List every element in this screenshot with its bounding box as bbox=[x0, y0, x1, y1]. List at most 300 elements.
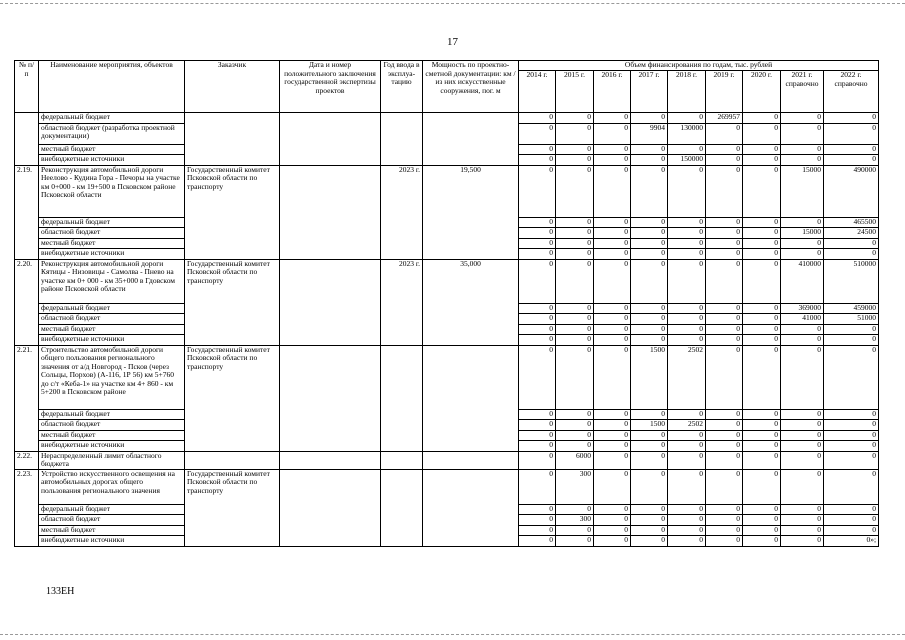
value-cell: 0 bbox=[743, 420, 781, 431]
value-cell: 0 bbox=[519, 324, 556, 335]
value-cell: 0 bbox=[594, 451, 631, 469]
value-cell: 0 bbox=[743, 217, 781, 228]
value-cell: 0 bbox=[706, 217, 743, 228]
value-cell: 0 bbox=[781, 451, 824, 469]
value-cell: 0 bbox=[594, 525, 631, 536]
item-year: 2023 г. bbox=[381, 165, 423, 259]
value-cell: 0 bbox=[556, 217, 594, 228]
value-cell: 0 bbox=[519, 155, 556, 166]
source-label: внебюджетные источники bbox=[39, 249, 185, 260]
value-cell: 0 bbox=[519, 303, 556, 314]
header-funding: Объем финансирования по годам, тыс. рублей bbox=[519, 61, 879, 71]
value-cell: 0 bbox=[556, 504, 594, 515]
value-cell: 0 bbox=[519, 123, 556, 144]
value-cell: 0 bbox=[594, 165, 631, 217]
value-cell: 0 bbox=[824, 249, 879, 260]
item-number: 2.20. bbox=[15, 259, 39, 345]
value-cell: 0 bbox=[706, 441, 743, 452]
value-cell: 0 bbox=[668, 238, 706, 249]
table-header bbox=[15, 61, 879, 113]
value-cell: 0 bbox=[668, 409, 706, 420]
value-cell: 0 bbox=[706, 504, 743, 515]
item-number: 2.22. bbox=[15, 451, 39, 469]
value-cell: 0 bbox=[519, 515, 556, 526]
value-cell: 0 bbox=[556, 165, 594, 217]
page-edge-bottom bbox=[0, 634, 905, 635]
value-cell: 0 bbox=[743, 144, 781, 155]
value-cell: 0 bbox=[631, 430, 668, 441]
value-cell: 0 bbox=[556, 155, 594, 166]
item-capacity bbox=[423, 469, 519, 546]
value-cell: 269957 bbox=[706, 113, 743, 124]
value-cell: 0 bbox=[743, 469, 781, 504]
value-cell: 0 bbox=[781, 144, 824, 155]
value-cell: 0 bbox=[556, 441, 594, 452]
value-cell: 0 bbox=[781, 409, 824, 420]
value-cell: 0 bbox=[556, 430, 594, 441]
page-edge-top bbox=[0, 3, 905, 4]
value-cell: 300 bbox=[556, 469, 594, 504]
value-cell: 0 bbox=[594, 409, 631, 420]
value-cell: 0 bbox=[631, 303, 668, 314]
value-cell: 0 bbox=[781, 430, 824, 441]
value-cell: 0 bbox=[631, 515, 668, 526]
value-cell: 0 bbox=[706, 303, 743, 314]
value-cell: 0 bbox=[743, 451, 781, 469]
value-cell: 0 bbox=[706, 469, 743, 504]
value-cell: 0 bbox=[631, 259, 668, 303]
table-row bbox=[15, 165, 879, 217]
source-label: областной бюджет bbox=[39, 228, 185, 239]
value-cell: 0 bbox=[743, 165, 781, 217]
financing-table bbox=[14, 60, 879, 547]
item-expertise bbox=[280, 469, 381, 546]
table-row bbox=[15, 259, 879, 303]
value-cell: 0 bbox=[519, 249, 556, 260]
value-cell: 41000 bbox=[781, 314, 824, 325]
header-year-col: 2015 г. bbox=[556, 71, 594, 113]
value-cell: 0 bbox=[743, 155, 781, 166]
header-year-col: 2021 г. справочно bbox=[781, 71, 824, 113]
value-cell: 0 bbox=[631, 228, 668, 239]
value-cell: 0 bbox=[631, 217, 668, 228]
header-name: Наименование мероприятия, объектов bbox=[39, 61, 185, 113]
header-capacity: Мощность по проектно-сметной документации: км / из них искусственные сооружения, пог. м bbox=[423, 61, 519, 113]
value-cell: 0 bbox=[668, 536, 706, 547]
header-year-col: 2017 г. bbox=[631, 71, 668, 113]
value-cell: 0 bbox=[519, 165, 556, 217]
value-cell: 0 bbox=[556, 409, 594, 420]
item-customer bbox=[185, 451, 280, 469]
value-cell: 0 bbox=[519, 504, 556, 515]
item-expertise bbox=[280, 113, 381, 166]
item-capacity bbox=[423, 345, 519, 451]
value-cell: 0 bbox=[743, 345, 781, 409]
source-label: внебюджетные источники bbox=[39, 441, 185, 452]
item-capacity bbox=[423, 451, 519, 469]
value-cell: 0 bbox=[594, 123, 631, 144]
value-cell: 0 bbox=[556, 420, 594, 431]
page-number: 17 bbox=[447, 36, 458, 48]
value-cell: 0 bbox=[668, 441, 706, 452]
value-cell: 0 bbox=[594, 504, 631, 515]
value-cell: 0 bbox=[743, 314, 781, 325]
value-cell: 0 bbox=[824, 451, 879, 469]
value-cell: 0 bbox=[556, 324, 594, 335]
value-cell: 0 bbox=[631, 155, 668, 166]
value-cell: 0 bbox=[781, 536, 824, 547]
table-body bbox=[15, 113, 879, 547]
value-cell: 0 bbox=[668, 228, 706, 239]
value-cell: 0 bbox=[706, 123, 743, 144]
value-cell: 0 bbox=[631, 113, 668, 124]
value-cell: 0 bbox=[824, 441, 879, 452]
value-cell: 0 bbox=[743, 536, 781, 547]
value-cell: 0 bbox=[743, 259, 781, 303]
value-cell: 0 bbox=[781, 324, 824, 335]
value-cell: 0 bbox=[631, 238, 668, 249]
header-year-col: 2018 г. bbox=[668, 71, 706, 113]
value-cell: 0 bbox=[743, 430, 781, 441]
value-cell: 0 bbox=[668, 259, 706, 303]
value-cell: 490000 bbox=[824, 165, 879, 217]
value-cell: 0 bbox=[824, 123, 879, 144]
value-cell: 0 bbox=[594, 217, 631, 228]
value-cell: 130000 bbox=[668, 123, 706, 144]
value-cell: 0 bbox=[594, 144, 631, 155]
value-cell: 0 bbox=[781, 515, 824, 526]
value-cell: 0 bbox=[594, 303, 631, 314]
item-expertise bbox=[280, 165, 381, 259]
source-label: внебюджетные источники bbox=[39, 335, 185, 346]
value-cell: 0 bbox=[631, 441, 668, 452]
item-number: 2.23. bbox=[15, 469, 39, 546]
source-label: местный бюджет bbox=[39, 144, 185, 155]
value-cell: 0 bbox=[594, 238, 631, 249]
value-cell: 0 bbox=[781, 345, 824, 409]
source-label: областной бюджет bbox=[39, 420, 185, 431]
value-cell: 0 bbox=[706, 420, 743, 431]
value-cell: 0 bbox=[668, 451, 706, 469]
value-cell: 0 bbox=[631, 409, 668, 420]
source-label: местный бюджет bbox=[39, 525, 185, 536]
value-cell: 15000 bbox=[781, 165, 824, 217]
item-name: Строительство автомобильной дороги общего пользования регионального значения от а/д Новгород - Псков (через Сольцы, Порхов) (А-116, 1Р 56) км 5+760 до с/т «Кеба-1» на участке км 4+ 860 - км 5+200 в Псковском районе bbox=[39, 345, 185, 409]
value-cell: 2502 bbox=[668, 345, 706, 409]
value-cell: 0 bbox=[824, 345, 879, 409]
value-cell: 0 bbox=[706, 165, 743, 217]
value-cell: 0 bbox=[519, 469, 556, 504]
value-cell: 0 bbox=[781, 249, 824, 260]
value-cell: 0 bbox=[556, 228, 594, 239]
value-cell: 0 bbox=[668, 504, 706, 515]
source-label: федеральный бюджет bbox=[39, 217, 185, 228]
value-cell: 0 bbox=[556, 238, 594, 249]
value-cell: 0 bbox=[668, 430, 706, 441]
value-cell: 0 bbox=[519, 259, 556, 303]
value-cell: 0 bbox=[594, 430, 631, 441]
value-cell: 0 bbox=[743, 324, 781, 335]
value-cell: 0 bbox=[556, 259, 594, 303]
value-cell: 0 bbox=[706, 144, 743, 155]
value-cell: 0 bbox=[781, 123, 824, 144]
value-cell: 465500 bbox=[824, 217, 879, 228]
value-cell: 0 bbox=[631, 536, 668, 547]
table-row bbox=[15, 113, 879, 124]
value-cell: 0 bbox=[668, 525, 706, 536]
source-label: федеральный бюджет bbox=[39, 113, 185, 124]
item-year bbox=[381, 345, 423, 451]
value-cell: 0 bbox=[594, 345, 631, 409]
item-name: Реконструкция автомобильной дороги Кятицы - Низовицы - Самолва - Пнево на участке км 0+ 000 - км 35+000 в Гдовском районе Псковской области bbox=[39, 259, 185, 303]
value-cell: 0 bbox=[631, 165, 668, 217]
value-cell: 0 bbox=[594, 335, 631, 346]
item-expertise bbox=[280, 451, 381, 469]
value-cell: 0 bbox=[594, 469, 631, 504]
value-cell: 0 bbox=[706, 314, 743, 325]
value-cell: 0 bbox=[668, 469, 706, 504]
item-year bbox=[381, 113, 423, 166]
value-cell: 0 bbox=[706, 335, 743, 346]
value-cell: 0 bbox=[743, 238, 781, 249]
value-cell: 0 bbox=[743, 409, 781, 420]
item-customer bbox=[185, 113, 280, 166]
value-cell: 0 bbox=[556, 123, 594, 144]
value-cell: 0 bbox=[519, 430, 556, 441]
value-cell: 0 bbox=[824, 155, 879, 166]
value-cell: 0 bbox=[556, 345, 594, 409]
value-cell: 0 bbox=[519, 314, 556, 325]
value-cell: 0 bbox=[668, 144, 706, 155]
value-cell: 0 bbox=[824, 515, 879, 526]
item-name: Устройство искусственного освещения на автомобильных дорогах общего пользования регионального значения bbox=[39, 469, 185, 504]
item-customer: Государственный комитет Псковской области по транспорту bbox=[185, 345, 280, 451]
value-cell: 0 bbox=[743, 504, 781, 515]
value-cell: 0 bbox=[556, 249, 594, 260]
value-cell: 0 bbox=[706, 451, 743, 469]
footer-code: 133EH bbox=[46, 586, 75, 597]
value-cell: 0 bbox=[706, 155, 743, 166]
value-cell: 0 bbox=[706, 238, 743, 249]
value-cell: 0 bbox=[668, 113, 706, 124]
value-cell: 0 bbox=[781, 155, 824, 166]
value-cell: 51000 bbox=[824, 314, 879, 325]
value-cell: 459000 bbox=[824, 303, 879, 314]
value-cell: 0 bbox=[781, 504, 824, 515]
value-cell: 0 bbox=[556, 113, 594, 124]
value-cell: 0 bbox=[519, 345, 556, 409]
value-cell: 0 bbox=[631, 525, 668, 536]
value-cell: 0 bbox=[743, 249, 781, 260]
item-name: Реконструкция автомобильной дороги Неелово - Кудина Гора - Печоры на участке км 0+000 - км 19+500 в Псковском районе Псковской области bbox=[39, 165, 185, 217]
value-cell: 0 bbox=[824, 324, 879, 335]
value-cell: 0 bbox=[706, 249, 743, 260]
value-cell: 1500 bbox=[631, 420, 668, 431]
header-year-col: 2014 г. bbox=[519, 71, 556, 113]
header-customer: Заказчик bbox=[185, 61, 280, 113]
value-cell: 0 bbox=[824, 430, 879, 441]
value-cell: 0 bbox=[631, 144, 668, 155]
value-cell: 0 bbox=[706, 409, 743, 420]
value-cell: 0 bbox=[556, 144, 594, 155]
header-year-col: 2020 г. bbox=[743, 71, 781, 113]
value-cell: 0 bbox=[781, 113, 824, 124]
source-label: областной бюджет bbox=[39, 314, 185, 325]
source-label: федеральный бюджет bbox=[39, 303, 185, 314]
value-cell: 369000 bbox=[781, 303, 824, 314]
value-cell: 0 bbox=[668, 303, 706, 314]
value-cell: 2502 bbox=[668, 420, 706, 431]
value-cell: 15000 bbox=[781, 228, 824, 239]
value-cell: 0 bbox=[824, 420, 879, 431]
source-label: федеральный бюджет bbox=[39, 504, 185, 515]
value-cell: 0 bbox=[594, 324, 631, 335]
value-cell: 1500 bbox=[631, 345, 668, 409]
value-cell: 0 bbox=[594, 113, 631, 124]
value-cell: 0 bbox=[743, 515, 781, 526]
value-cell: 0 bbox=[706, 259, 743, 303]
table-row bbox=[15, 451, 879, 469]
item-name: Нераспределенный лимит областного бюджета bbox=[39, 451, 185, 469]
value-cell: 0 bbox=[668, 217, 706, 228]
value-cell: 0 bbox=[594, 515, 631, 526]
value-cell: 0 bbox=[594, 259, 631, 303]
table-row bbox=[15, 345, 879, 409]
value-cell: 0 bbox=[631, 451, 668, 469]
value-cell: 0 bbox=[781, 420, 824, 431]
header-year-col: 2022 г. справочно bbox=[824, 71, 879, 113]
value-cell: 0 bbox=[824, 525, 879, 536]
value-cell: 0 bbox=[594, 314, 631, 325]
value-cell: 0 bbox=[556, 314, 594, 325]
item-expertise bbox=[280, 259, 381, 345]
value-cell: 0 bbox=[631, 469, 668, 504]
value-cell: 0 bbox=[668, 314, 706, 325]
value-cell: 0 bbox=[824, 469, 879, 504]
item-number bbox=[15, 113, 39, 166]
item-capacity: 35,000 bbox=[423, 259, 519, 345]
value-cell: 0 bbox=[706, 525, 743, 536]
value-cell: 0 bbox=[824, 335, 879, 346]
value-cell: 410000 bbox=[781, 259, 824, 303]
item-expertise bbox=[280, 345, 381, 451]
value-cell: 0 bbox=[743, 303, 781, 314]
value-cell: 0 bbox=[743, 123, 781, 144]
value-cell: 0 bbox=[743, 113, 781, 124]
value-cell: 0 bbox=[556, 525, 594, 536]
value-cell: 0 bbox=[519, 335, 556, 346]
value-cell: 0 bbox=[668, 324, 706, 335]
value-cell: 0 bbox=[594, 441, 631, 452]
value-cell: 0 bbox=[519, 451, 556, 469]
value-cell: 0 bbox=[743, 441, 781, 452]
value-cell: 0 bbox=[519, 238, 556, 249]
value-cell: 0 bbox=[631, 324, 668, 335]
item-year bbox=[381, 469, 423, 546]
value-cell: 0 bbox=[519, 420, 556, 431]
source-label: местный бюджет bbox=[39, 324, 185, 335]
value-cell: 0 bbox=[781, 238, 824, 249]
value-cell: 0 bbox=[556, 536, 594, 547]
value-cell: 0 bbox=[631, 504, 668, 515]
item-customer: Государственный комитет Псковской области по транспорту bbox=[185, 259, 280, 345]
value-cell: 9904 bbox=[631, 123, 668, 144]
value-cell: 510000 bbox=[824, 259, 879, 303]
value-cell: 0 bbox=[824, 504, 879, 515]
header-expertise: Дата и номер положительного заключения государственной экспертизы проектов bbox=[280, 61, 381, 113]
value-cell: 0 bbox=[706, 430, 743, 441]
value-cell: 0 bbox=[519, 113, 556, 124]
value-cell: 0 bbox=[594, 155, 631, 166]
value-cell: 6000 bbox=[556, 451, 594, 469]
value-cell: 0 bbox=[519, 144, 556, 155]
value-cell: 0 bbox=[594, 536, 631, 547]
source-label: внебюджетные источники bbox=[39, 536, 185, 547]
value-cell: 0 bbox=[631, 249, 668, 260]
header-year-col: 2019 г. bbox=[706, 71, 743, 113]
value-cell: 0 bbox=[631, 314, 668, 325]
value-cell: 0 bbox=[706, 228, 743, 239]
value-cell: 0 bbox=[743, 228, 781, 239]
value-cell: 24500 bbox=[824, 228, 879, 239]
item-number: 2.19. bbox=[15, 165, 39, 259]
item-number: 2.21. bbox=[15, 345, 39, 451]
value-cell: 0 bbox=[743, 525, 781, 536]
value-cell: 0 bbox=[824, 144, 879, 155]
value-cell: 0 bbox=[556, 335, 594, 346]
value-cell: 0 bbox=[519, 536, 556, 547]
value-cell: 0 bbox=[519, 217, 556, 228]
item-customer: Государственный комитет Псковской области по транспорту bbox=[185, 165, 280, 259]
value-cell: 150000 bbox=[668, 155, 706, 166]
value-cell: 0 bbox=[781, 217, 824, 228]
value-cell: 0 bbox=[668, 335, 706, 346]
source-label: местный бюджет bbox=[39, 238, 185, 249]
item-year: 2023 г. bbox=[381, 259, 423, 345]
item-capacity bbox=[423, 113, 519, 166]
source-label: областной бюджет bbox=[39, 515, 185, 526]
value-cell: 0 bbox=[706, 345, 743, 409]
value-cell: 0 bbox=[781, 525, 824, 536]
value-cell: 0 bbox=[706, 324, 743, 335]
value-cell: 0 bbox=[706, 515, 743, 526]
value-cell: 0 bbox=[668, 165, 706, 217]
source-label: внебюджетные источники bbox=[39, 155, 185, 166]
value-cell: 0»; bbox=[824, 536, 879, 547]
item-capacity: 19,500 bbox=[423, 165, 519, 259]
header-no: № п/п bbox=[15, 61, 39, 113]
item-customer: Государственный комитет Псковской области по транспорту bbox=[185, 469, 280, 546]
value-cell: 0 bbox=[706, 536, 743, 547]
table-row bbox=[15, 469, 879, 504]
value-cell: 0 bbox=[631, 335, 668, 346]
source-label: федеральный бюджет bbox=[39, 409, 185, 420]
source-label: местный бюджет bbox=[39, 430, 185, 441]
source-label: областной бюджет (разработка проектной документации) bbox=[39, 123, 185, 144]
value-cell: 0 bbox=[743, 335, 781, 346]
value-cell: 0 bbox=[824, 238, 879, 249]
value-cell: 0 bbox=[594, 420, 631, 431]
header-year: Год ввода в эксплуа-тацию bbox=[381, 61, 423, 113]
value-cell: 0 bbox=[824, 409, 879, 420]
value-cell: 0 bbox=[519, 525, 556, 536]
header-year-col: 2016 г. bbox=[594, 71, 631, 113]
value-cell: 0 bbox=[519, 228, 556, 239]
value-cell: 0 bbox=[519, 409, 556, 420]
value-cell: 0 bbox=[781, 335, 824, 346]
value-cell: 300 bbox=[556, 515, 594, 526]
value-cell: 0 bbox=[594, 228, 631, 239]
